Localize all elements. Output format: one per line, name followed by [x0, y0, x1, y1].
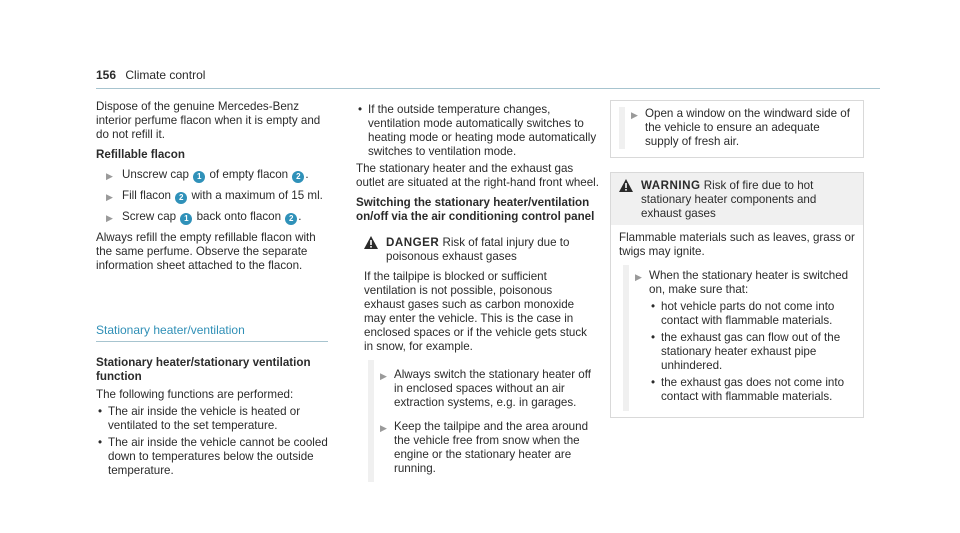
arrow-icon: ▶ [631, 110, 638, 120]
danger-step: ▶ Always switch the stationary heater off in enclosed spaces without an air extraction systems, e.g. in garages. [380, 368, 591, 409]
warning-box [610, 172, 864, 418]
warning-step: ▶ When the stationary heater is switched on, make sure that: • hot vehicle parts do not come into contact with flammable materials. • the exhaust gas can flow out of the stationary heater exhaust pipe unhindered. • the exhaust gas does not come into contact with flammable materials. [629, 269, 855, 404]
warning-body: Flammable materials such as leaves, grass or twigs may ignite. ▶ When the stationary heater is switched on, make sure that: • hot vehicle parts do not come into contact with flammable materials. • the exhaust gas can flow out of the stationary heater exhaust pipe unhindered. • the exhaust gas does not come into contact with flammable materials. [611, 225, 863, 417]
sub-heading: Stationary heater/stationary ventilation function [96, 356, 311, 383]
warning-label: WARNING [641, 179, 701, 192]
danger-title: Risk of fatal injury due to poisonous exhaust gases [386, 236, 570, 263]
callout-badge: 2 [175, 192, 187, 204]
step-open-window: ▶ Open a window on the windward side of the vehicle to ensure an adequate supply of fresh air. [631, 107, 850, 148]
page-header [96, 68, 205, 82]
refill-note: Always refill the empty refillable flacon with the same perfume. Observe the separate information sheet attached to the flacon. [96, 231, 316, 272]
list-item: • hot vehicle parts do not come into contact with flammable materials. [651, 300, 835, 327]
intro-paragraph: Dispose of the genuine Mercedes-Benz interior perfume flacon when it is empty and do not refill it. [96, 100, 321, 141]
arrow-icon: ▶ [106, 213, 113, 223]
warning-title: Risk of fire due to hot stationary heater components and exhaust gases [641, 179, 817, 220]
header-divider [96, 88, 880, 89]
column-right [610, 100, 864, 418]
section-heading: Stationary heater/ventilation [96, 323, 328, 342]
switch-heading: Switching the stationary heater/ventilation on/off via the air conditioning control panel [356, 196, 595, 223]
functions-intro: The following functions are performed: [96, 388, 294, 401]
list-item: • the exhaust gas can flow out of the stationary heater exhaust pipe unhindered. [651, 331, 841, 372]
list-item: • If the outside temperature changes, ventilation mode automatically switches to heating mode or heating mode automatically switches to ventilation mode. [358, 103, 597, 158]
arrow-icon: ▶ [380, 371, 387, 381]
danger-label: DANGER [386, 236, 440, 249]
arrow-icon: ▶ [635, 272, 642, 282]
list-item: • the exhaust gas does not come into contact with flammable materials. [651, 376, 845, 403]
refill-heading: Refillable flacon [96, 148, 185, 161]
callout-badge: 1 [180, 213, 192, 225]
danger-body: If the tailpipe is blocked or sufficient ventilation is not possible, poisonous exhaust gases such as carbon monoxide may enter the vehicle. This is the case in enclosed spaces or if the vehicle gets stuck in snow, for example. ▶ Always switch the stationary heater off in enclosed spaces without an air extraction systems, e.g. in garages. ▶ Keep the tailpipe and the area around the vehicle free from snow when the engine or the stationary heater are running. [356, 268, 600, 488]
column-left [96, 100, 328, 481]
step-screw: ▶ Screw cap 1 back onto flacon 2 . [106, 210, 302, 223]
arrow-icon: ▶ [380, 423, 387, 433]
warning-triangle-icon [619, 179, 633, 196]
list-item: • The air inside the vehicle is heated or ventilated to the set temperature. [98, 405, 301, 432]
callout-badge: 1 [193, 171, 205, 183]
list-item: • The air inside the vehicle cannot be cooled down to temperatures below the outside temperature. [98, 436, 328, 477]
arrow-icon: ▶ [106, 171, 113, 181]
section-title: Climate control [125, 68, 206, 82]
step-fill: ▶ Fill flacon 2 with a maximum of 15 ml. [106, 189, 323, 202]
danger-box [356, 230, 600, 488]
warning-triangle-icon [364, 236, 378, 253]
step-unscrew: ▶ Unscrew cap 1 of empty flacon 2 . [106, 168, 309, 181]
exhaust-note: The stationary heater and the exhaust gas outlet are situated at the right-hand front wheel. [356, 162, 599, 189]
warning-header [611, 173, 863, 225]
danger-header [356, 230, 600, 268]
column-middle [356, 100, 600, 488]
fresh-air-box [610, 100, 864, 158]
danger-step: ▶ Keep the tailpipe and the area around the vehicle free from snow when the engine or the stationary heater are running. [380, 420, 589, 475]
callout-badge: 2 [285, 213, 297, 225]
arrow-icon: ▶ [106, 192, 113, 202]
callout-badge: 2 [292, 171, 304, 183]
page-number: 156 [96, 68, 117, 82]
